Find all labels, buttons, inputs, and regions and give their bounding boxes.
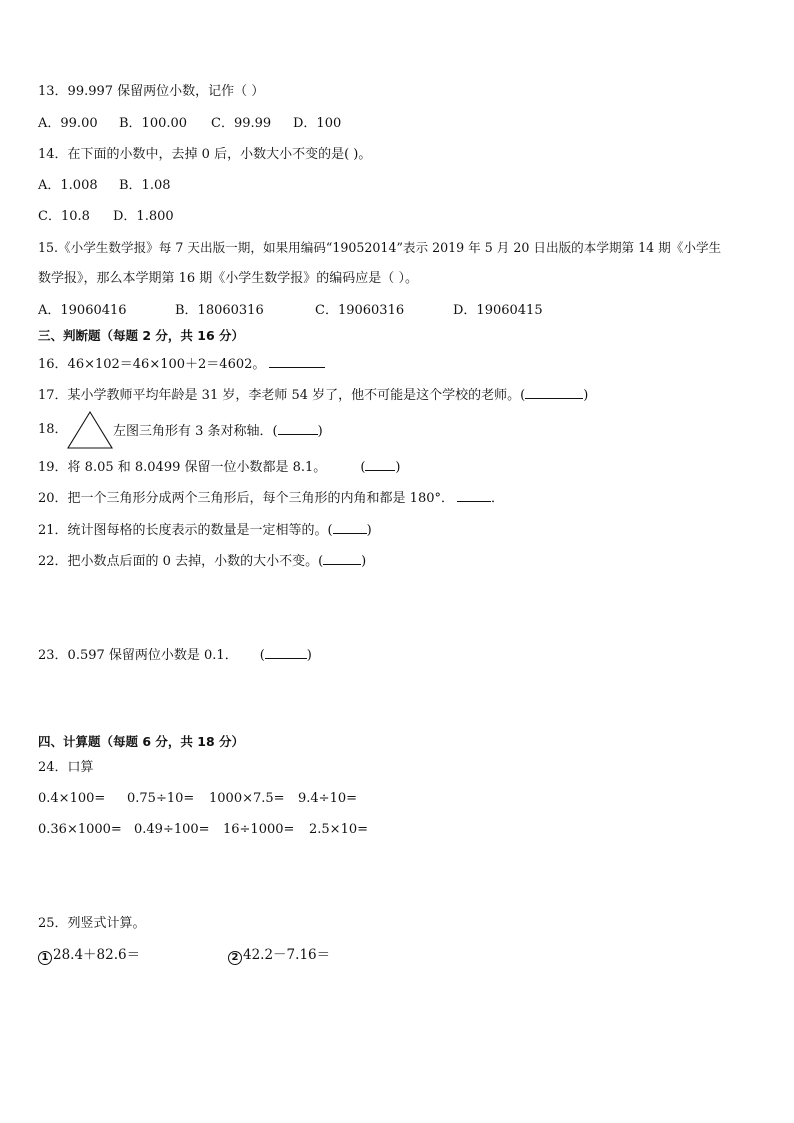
- section4-title: 四、计算题（每题 6 分，共 18 分）: [38, 734, 245, 749]
- q14-option-d: D．1.800: [113, 209, 174, 224]
- q24-r1-c1: 0.4×100=: [38, 791, 106, 806]
- q19: 19．将 8.05 和 8.0499 保留一位小数都是 8.1。 ( ): [38, 460, 401, 475]
- triangle-figure: [66, 410, 114, 450]
- q15-option-b: B．18060316: [175, 303, 264, 318]
- circled-one-marker: 1: [38, 951, 52, 965]
- q17-text: 17．某小学教师平均年龄是 31 岁，李老师 54 岁了，他不可能是这个学校的老师。(: [38, 388, 526, 403]
- q25-stem: 25．列竖式计算。: [38, 916, 146, 931]
- q25-item-1-expr: 28.4＋82.6＝: [53, 947, 141, 963]
- q22: 22．把小数点后面的 0 去掉，小数的大小不变。( ): [38, 554, 367, 569]
- q21-answer-blank[interactable]: [333, 521, 367, 534]
- q21: 21．统计图每格的长度表示的数量是一定相等的。( ): [38, 523, 372, 538]
- q25-item-2-expr: 42.2－7.16＝: [243, 947, 331, 963]
- circled-two-marker: 2: [228, 951, 242, 965]
- q14-stem: 14．在下面的小数中，去掉 0 后，小数大小不变的是( )。: [38, 147, 372, 162]
- q24-r2-c2: 0.49÷100=: [134, 822, 210, 837]
- q13-option-a: A．99.00: [38, 116, 98, 131]
- q15-stem-line1: 15.《小学生数学报》每 7 天出版一期，如果用编码“19052014”表示 2019 年 5 月 20 日出版的本学期第 14 期《小学生: [38, 240, 722, 255]
- q18-statement: 左图三角形有 3 条对称轴．( ): [113, 424, 323, 439]
- q17-answer-blank[interactable]: [525, 386, 583, 399]
- q24-r1-c3: 1000×7.5=: [209, 791, 285, 806]
- q22-text: 22．把小数点后面的 0 去掉，小数的大小不变。(: [38, 554, 324, 569]
- q18-answer-blank[interactable]: [278, 422, 318, 435]
- q25-item-2: [228, 947, 330, 965]
- q13-option-b: B．100.00: [119, 116, 188, 131]
- q23: 23．0.597 保留两位小数是 0.1． ( ): [38, 648, 312, 663]
- q24-r1-c4: 9.4÷10=: [298, 791, 358, 806]
- q21-text: 21．统计图每格的长度表示的数量是一定相等的。(: [38, 523, 333, 538]
- q20: 20．把一个三角形分成两个三角形后，每个三角形的内角和都是 180°． ．: [38, 491, 505, 506]
- q18-text: 左图三角形有 3 条对称轴．(: [113, 424, 278, 439]
- q15-option-c: C．19060316: [315, 303, 405, 318]
- q22-answer-blank[interactable]: [323, 552, 361, 565]
- q14-option-c: C．10.8: [38, 209, 90, 224]
- q14-option-a: A．1.008: [38, 178, 98, 193]
- q15-option-a: A．19060416: [38, 303, 127, 318]
- q16-answer-blank[interactable]: [269, 355, 325, 368]
- q13-stem: 13．99.997 保留两位小数，记作（ ）: [38, 84, 265, 99]
- q24-r2-c3: 16÷1000=: [223, 822, 295, 837]
- q16-text: 16．46×102＝46×100＋2＝4602。: [38, 357, 266, 372]
- section3-title: 三、判断题（每题 2 分，共 16 分）: [38, 328, 245, 343]
- q17: 17．某小学教师平均年龄是 31 岁，李老师 54 岁了，他不可能是这个学校的老师。( ): [38, 388, 589, 403]
- q13-option-c: C．99.99: [211, 116, 272, 131]
- q16: [38, 355, 325, 373]
- q24-stem: 24．口算: [38, 760, 94, 775]
- q24-r2-c4: 2.5×10=: [309, 822, 369, 837]
- q13-option-d: D．100: [293, 116, 342, 131]
- q14-option-b: B．1.08: [119, 178, 171, 193]
- q20-answer-blank[interactable]: [457, 489, 491, 502]
- q24-r2-c1: 0.36×1000=: [38, 822, 122, 837]
- q20-text: 20．把一个三角形分成两个三角形后，每个三角形的内角和都是 180°．: [38, 491, 454, 506]
- q15-stem-line2: 数学报》，那么本学期第 16 期《小学生数学报》的编码应是（ ）。: [38, 271, 418, 286]
- q15-option-d: D．19060415: [453, 303, 543, 318]
- q19-answer-blank[interactable]: [365, 458, 395, 471]
- q25-item-1: [38, 947, 140, 965]
- q19-text: 19．将 8.05 和 8.0499 保留一位小数都是 8.1。: [38, 460, 327, 475]
- q23-text: 23．0.597 保留两位小数是 0.1．: [38, 648, 238, 663]
- q18: [38, 422, 68, 438]
- q23-answer-blank[interactable]: [265, 646, 307, 659]
- q18-num: 18．: [38, 422, 68, 437]
- q24-r1-c2: 0.75÷10=: [127, 791, 195, 806]
